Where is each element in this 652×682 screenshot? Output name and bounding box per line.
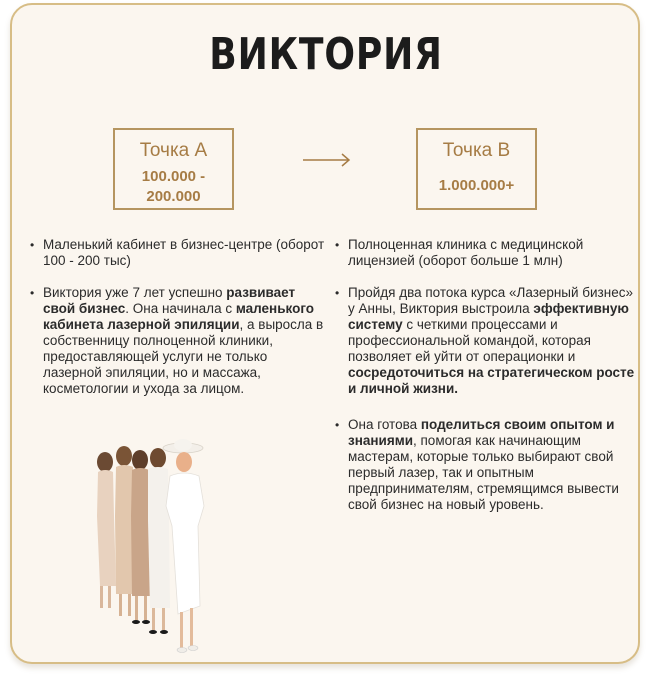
long-right-arrow-icon — [302, 152, 352, 168]
text-segment: с четкими процессами и профессиональной командой, которая позволяет ей уйти от операционки и — [348, 317, 591, 364]
point-b-label: Точка В — [442, 140, 511, 161]
text-segment: Виктория уже 7 лет успешно — [43, 285, 227, 300]
right-bullet-list — [335, 237, 635, 513]
right-column — [335, 237, 635, 529]
text-segment: Маленький кабинет в бизнес-центре (оборот 100 - 200 тыс) — [43, 237, 325, 268]
bold-text-segment: сосредоточиться на стратегическом росте и личной жизни. — [348, 365, 635, 396]
left-bullet-list — [30, 237, 325, 397]
team-photo — [86, 436, 222, 662]
bullet-item — [335, 285, 635, 397]
text-segment: Она готова — [348, 417, 421, 432]
point-a-box — [113, 128, 234, 210]
bullet-item — [335, 417, 635, 513]
text-segment: Пройдя два потока курса «Лазерный бизнес» у Анны, Виктория выстроила — [348, 285, 633, 316]
bold-text-segment: эффективную систему — [348, 301, 629, 332]
point-b-value: 1.000.000+ — [438, 177, 515, 194]
woman-figure-4 — [148, 448, 170, 634]
point-a-label: Точка А — [139, 140, 208, 161]
point-a-value-line1: 100.000 - — [141, 168, 206, 185]
bullet-item — [30, 285, 325, 397]
text-segment: Полноценная клиника с медицинской лицензией (оборот больше 1 млн) — [348, 237, 584, 268]
bold-text-segment: маленького кабинета лазерной эпиляции — [43, 301, 315, 332]
bold-text-segment: развивает свой бизнес — [43, 285, 296, 316]
text-segment: , а выросла в собственницу полноценной клиники, предоставляющей услуги не только лазерной эпиляции, но и массажа, косметологии и ухода за лицом. — [43, 317, 324, 396]
bullet-item — [335, 237, 635, 269]
bullet-item — [30, 237, 325, 269]
left-column — [30, 237, 325, 413]
text-segment: . Она начинала с — [125, 301, 236, 316]
woman-figure-1 — [97, 452, 116, 608]
point-a-value-line2: 200.000 — [146, 188, 201, 205]
bold-text-segment: поделиться своим опытом и знаниями — [348, 417, 615, 448]
text-segment: , помогая как начинающим мастерам, которые только выбирают свой первый лазер, так и опытным предпринимателям, стремящимся вывести свой бизнес на новый уровень. — [348, 433, 619, 512]
point-b-box — [416, 128, 537, 210]
page-title: ВИКТОРИЯ — [209, 29, 443, 80]
